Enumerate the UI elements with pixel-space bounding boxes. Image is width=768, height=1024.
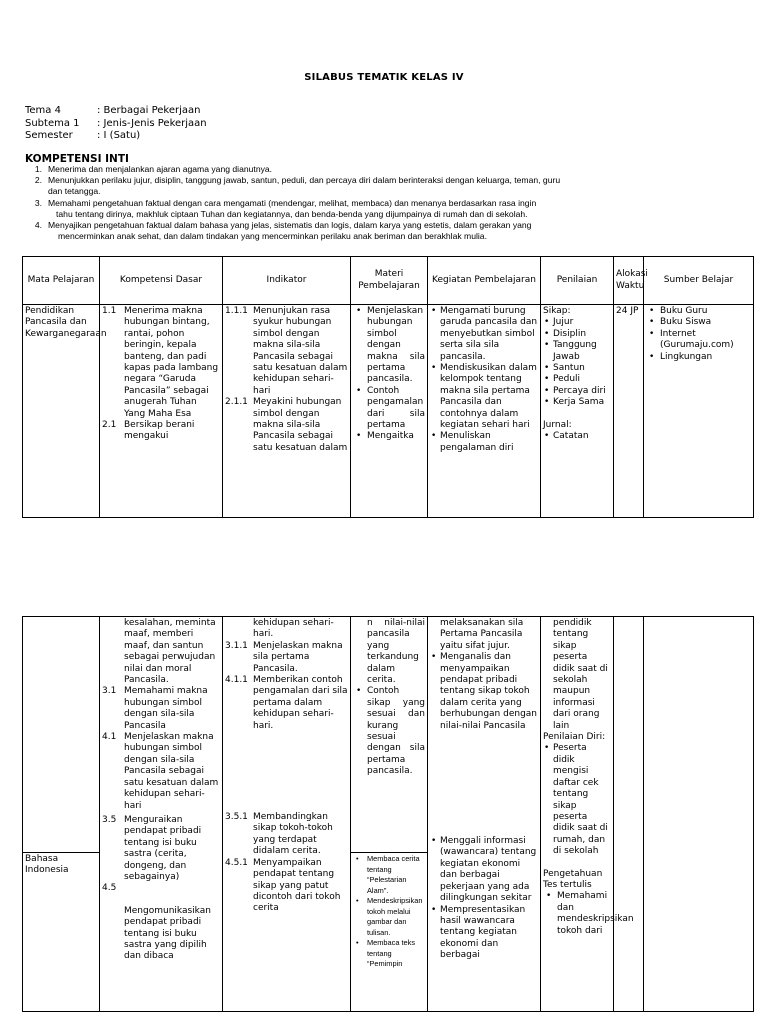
kd-number: 4.1 bbox=[102, 732, 117, 743]
syllabus-table-page-2 bbox=[22, 616, 754, 1012]
indikator-text: Membandingkan sikap tokoh-tokoh yang terdapat didalam cerita. bbox=[253, 812, 333, 857]
ki-text: Menyajikan pengetahuan faktual dalam bahasa yang jelas, sistematis dan logis, dalam karya yang estetis, dalam gerakan yang bbox=[48, 220, 532, 231]
penilaian-item: • Tanggung Jawab bbox=[543, 340, 611, 363]
sumber-item: • Lingkungan bbox=[646, 352, 751, 363]
kd-number: 1.1 bbox=[102, 306, 117, 316]
indikator-text: kehidupan sehari-hari. bbox=[253, 618, 334, 640]
indikator-number: 1.1.1 bbox=[225, 306, 248, 316]
kd-text: Menguraikan pendapat pribadi tentang isi buku sastra (cerita, dongeng, dan sebagainya) bbox=[124, 814, 202, 882]
alokasi-waktu-cell bbox=[614, 617, 644, 1012]
ki-text: tahu tentang dirinya, makhluk ciptaan Tuhan dan kegiatannya, dan benda-benda yang dijumpainya di rumah dan di sekolah. bbox=[56, 208, 528, 219]
indikator-text: Menunjukan rasa syukur hubungan simbol dengan makna sila-sila Pancasila sebagai satu kesatuan dalam kehidupan sehari-hari bbox=[253, 306, 348, 396]
meta-label: Subtema 1 bbox=[25, 117, 80, 129]
sumber-belajar-cell bbox=[644, 617, 754, 1012]
tes-tertulis-heading: Tes tertulis bbox=[543, 879, 592, 890]
header-penilaian: Penilaian bbox=[541, 257, 614, 305]
syllabus-meta bbox=[25, 105, 207, 143]
indikator-cell bbox=[225, 306, 348, 516]
kegiatan-item: • Menuliskan pengalaman diri bbox=[430, 431, 538, 454]
indikator-number: 3.1.1 bbox=[225, 640, 248, 651]
meta-label: Tema 4 bbox=[25, 105, 61, 116]
kegiatan-item: • Mengamati burung garuda pancasila dan menyebutkan simbol serta sila sila pancasila. bbox=[430, 306, 538, 363]
ki-number: 3. bbox=[34, 197, 42, 208]
indikator-text: Meyakini hubungan simbol dengan makna sila-sila Pancasila sebagai satu kesatuan dalam bbox=[253, 397, 348, 453]
kompetensi-dasar-cell bbox=[102, 306, 220, 516]
kd-text: Bersikap berani mengakui bbox=[124, 420, 195, 442]
header-kegiatan: Kegiatan Pembelajaran bbox=[428, 257, 541, 305]
penilaian-heading: Sikap: bbox=[543, 306, 571, 316]
ki-item bbox=[25, 164, 665, 175]
kegiatan-item: • Menganalis dan menyampaikan pendapat pribadi tentang sikap tokoh dalam cerita yang berhubungan dengan nilai-nilai Pancasila bbox=[430, 652, 538, 732]
ki-item bbox=[25, 175, 665, 186]
kompetensi-dasar-cell bbox=[102, 618, 220, 1010]
materi-item: • Contoh pengamalan dari sila pertama bbox=[353, 386, 425, 432]
ki-text: Menerima dan menjalankan ajaran agama yang dianutnya. bbox=[48, 164, 273, 174]
materi-item: • Mendeskripsikan tokoh melalui gambar dan tulisan. bbox=[353, 896, 425, 938]
kompetensi-inti-heading: KOMPETENSI INTI bbox=[25, 153, 129, 165]
indikator-text: Memberikan contoh pengamalan dari sila pertama dalam kehidupan sehari-hari. bbox=[253, 675, 348, 731]
penilaian-item: • Kerja Sama bbox=[543, 397, 611, 408]
mata-pelajaran-cell: Pendidikan Pancasila dan Kewarganegaraan bbox=[25, 306, 107, 339]
materi-item: n nilai-nilai pancasila yang terkandung dalam cerita. bbox=[367, 618, 425, 686]
penilaian-cell bbox=[543, 306, 611, 516]
materi-item: • Contoh sikap yang sesuai dan kurang sesuai dengan sila pertama pancasila. bbox=[353, 686, 425, 777]
ki-item-cont bbox=[25, 231, 665, 242]
document-title: SILABUS TEMATIK KELAS IV bbox=[304, 72, 464, 83]
materi-item: • Membaca cerita tentang “Pelestarian Alam”. bbox=[353, 854, 425, 896]
penilaian-item: • Disiplin bbox=[543, 329, 611, 340]
indikator-number: 4.5.1 bbox=[225, 857, 248, 868]
table-header-row bbox=[23, 257, 754, 305]
kd-text: Memahami makna hubungan simbol dengan sila-sila Pancasila bbox=[124, 686, 208, 731]
ki-text: Menunjukkan perilaku jujur, disiplin, tanggung jawab, santun, peduli, dan percaya diri dalam berinteraksi dengan keluarga, teman, guru bbox=[48, 175, 561, 186]
meta-value: : Berbagai Pekerjaan bbox=[97, 105, 201, 116]
materi-item: • Membaca teks tentang “Pemimpin bbox=[353, 938, 425, 970]
indikator-number: 2.1.1 bbox=[225, 397, 248, 408]
materi-cell bbox=[353, 618, 425, 846]
materi-item: • Mengaitka bbox=[353, 431, 425, 442]
table-row bbox=[23, 305, 754, 518]
header-sumber-belajar: Sumber Belajar bbox=[644, 257, 754, 305]
mata-pelajaran-cell bbox=[23, 617, 100, 853]
syllabus-table-page-1 bbox=[22, 256, 754, 518]
indikator-number: 4.1.1 bbox=[225, 675, 248, 686]
ki-item-cont bbox=[25, 209, 665, 220]
indikator-text: Menjelaskan makna sila pertama Pancasila. bbox=[253, 640, 343, 674]
kompetensi-inti-list bbox=[25, 164, 665, 242]
kd-text: Menerima makna hubungan bintang, rantai, pohon beringin, kepala banteng, dan padi kapas pada lambang negara “Garuda Pancasila” sebagai anugerah Tuhan Yang Maha Esa bbox=[124, 306, 219, 419]
ki-number: 2. bbox=[34, 175, 42, 186]
ki-text: dan tetangga. bbox=[48, 186, 101, 197]
header-mata-pelajaran: Mata Pelajaran bbox=[23, 257, 100, 305]
indikator-text: Menyampaikan pendapat tentang sikap yang patut dicontoh dari tokoh cerita bbox=[253, 857, 341, 914]
meta-label: Semester bbox=[25, 130, 73, 141]
penilaian-item: • Memahami dan mendeskripsikan tokoh dari bbox=[543, 891, 611, 937]
header-kompetensi-dasar: Kompetensi Dasar bbox=[100, 257, 223, 305]
penilaian-diri-heading: Penilaian Diri: bbox=[543, 732, 606, 743]
kd-number: 3.5 bbox=[102, 814, 117, 825]
penilaian-item: • Peduli bbox=[543, 374, 611, 385]
jurnal-item: • Catatan bbox=[543, 431, 611, 442]
penilaian-item: • Santun bbox=[543, 363, 611, 374]
kegiatan-item: melaksanakan sila Pertama Pancasila yaitu sifat jujur. bbox=[440, 618, 524, 651]
sumber-belajar-cell bbox=[646, 306, 751, 516]
kegiatan-cell bbox=[430, 618, 538, 1010]
penilaian-item: • Jujur bbox=[543, 317, 611, 328]
sumber-item: • Buku Siswa bbox=[646, 317, 751, 328]
kd-number: 4.5 bbox=[102, 883, 117, 894]
mata-pelajaran-cell: Bahasa Indonesia bbox=[23, 853, 100, 1012]
kegiatan-item: • Mendiskusikan dalam kelompok tentang makna sila pertama Pancasila dan contohnya dalam kegiatan sehari hari bbox=[430, 363, 538, 431]
kegiatan-item: • Mempresentasikan hasil wawancara tentang kegiatan ekonomi dan berbagai bbox=[430, 905, 538, 962]
jurnal-heading: Jurnal: bbox=[543, 419, 572, 430]
ki-number: 1. bbox=[34, 164, 42, 174]
kd-text: Mengomunikasikan pendapat pribadi tentang isi buku sastra yang dipilih dan dibaca bbox=[124, 905, 211, 962]
indikator-cell bbox=[225, 618, 348, 1010]
materi-cell bbox=[353, 306, 425, 516]
ki-text: mencerminkan anak sehat, dan dalam tindakan yang mencerminkan perilaku anak beriman dan berakhlak mulia. bbox=[58, 231, 487, 242]
kd-number: 3.1 bbox=[102, 686, 117, 697]
pengetahuan-heading: Pengetahuan bbox=[543, 868, 603, 879]
penilaian-item: • Peserta didik mengisi daftar cek tentang sikap peserta didik saat di rumah, dan di sekolah bbox=[543, 743, 611, 857]
materi-cell bbox=[353, 854, 425, 1008]
ki-item-cont bbox=[25, 186, 665, 197]
header-indikator: Indikator bbox=[223, 257, 351, 305]
kegiatan-cell bbox=[430, 306, 538, 516]
indikator-number: 3.5.1 bbox=[225, 812, 248, 823]
kd-text: Menjelaskan makna hubungan simbol dengan sila-sila Pancasila sebagai satu kesatuan dalam kehidupan sehari-hari bbox=[124, 732, 219, 811]
penilaian-cell bbox=[543, 618, 634, 1010]
header-alokasi-waktu: Alokasi Waktu bbox=[614, 257, 644, 305]
sumber-item: • Internet (Gurumaju.com) bbox=[646, 329, 751, 352]
kd-number: 2.1 bbox=[102, 420, 117, 431]
meta-value: : I (Satu) bbox=[97, 130, 141, 141]
sumber-item: • Buku Guru bbox=[646, 306, 751, 317]
table-row bbox=[23, 617, 754, 853]
kd-text: kesalahan, meminta maaf, memberi maaf, dan santun sebagai perwujudan nilai dan moral Pancasila. bbox=[124, 618, 216, 686]
penilaian-item: • Percaya diri bbox=[543, 386, 611, 397]
kegiatan-item: • Menggali informasi (wawancara) tentang kegiatan ekonomi dan berbagai pekerjaan yang ada dilingkungan sekitar bbox=[430, 836, 538, 904]
penilaian-item: pendidik tentang sikap peserta didik saat di sekolah maupun informasi dari orang lain bbox=[553, 618, 608, 731]
ki-item bbox=[25, 220, 665, 231]
header-materi: Materi Pembelajaran bbox=[351, 257, 428, 305]
ki-number: 4. bbox=[34, 220, 42, 231]
materi-item: • Menjelaskan hubungan simbol dengan makna sila pertama pancasila. bbox=[353, 306, 425, 386]
ki-item bbox=[25, 198, 665, 209]
alokasi-waktu-cell: 24 JP bbox=[616, 306, 639, 316]
ki-text: Memahami pengetahuan faktual dengan cara mengamati (mendengar, melihat, membaca) dan menanya berdasarkan rasa ingin bbox=[48, 197, 537, 208]
meta-value: : Jenis-Jenis Pekerjaan bbox=[97, 117, 207, 129]
